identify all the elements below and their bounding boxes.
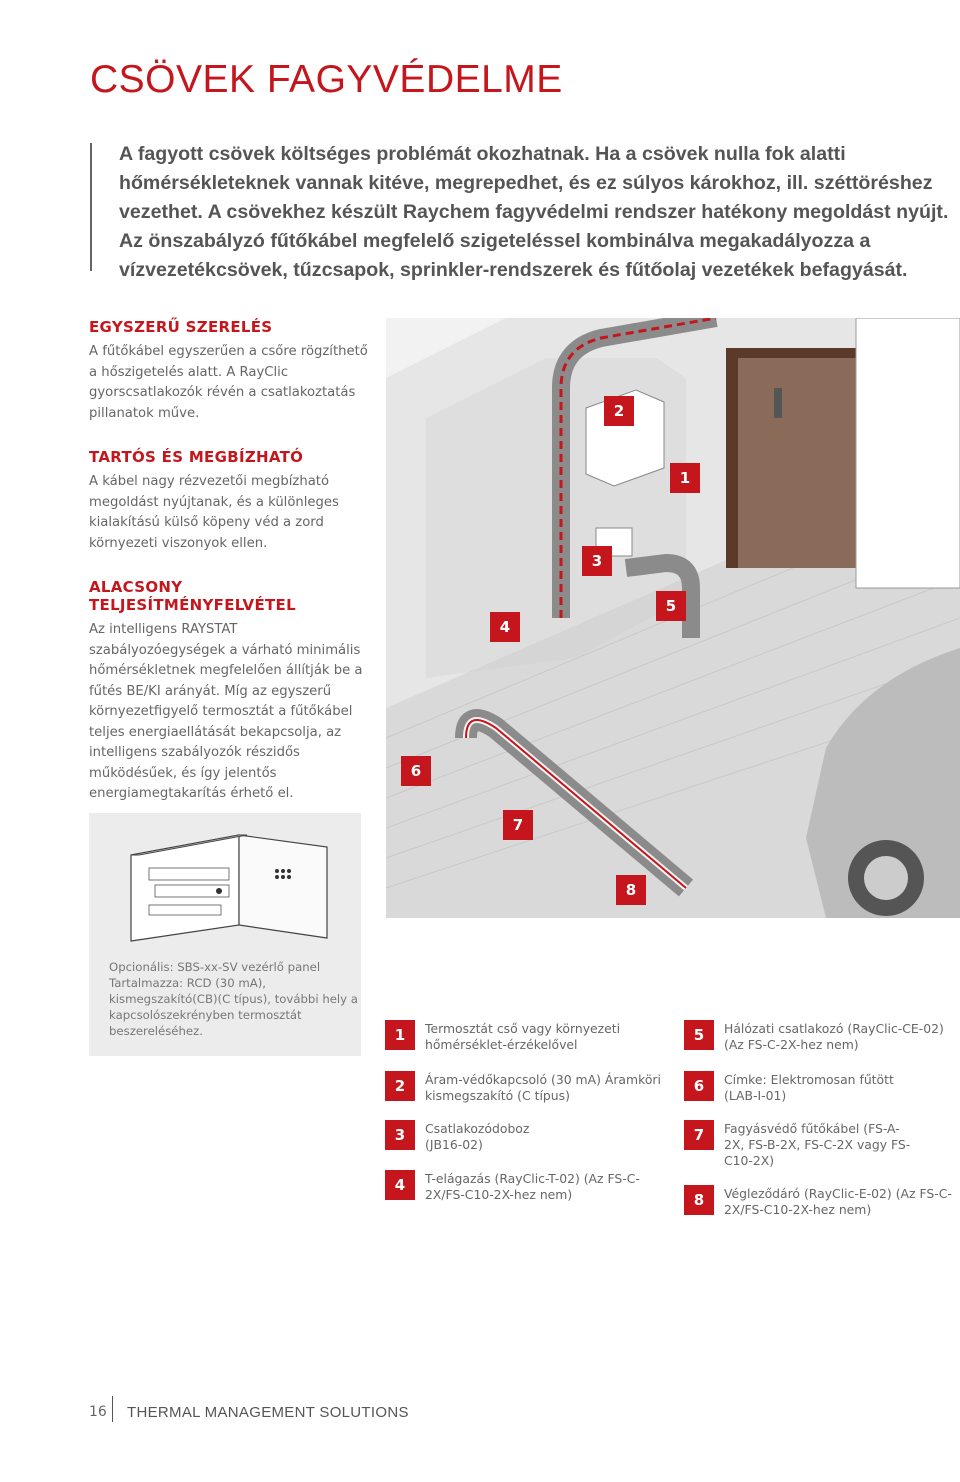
section-easy-install xyxy=(89,318,369,424)
legend-text: T-elágazás (RayClic-T-02) (Az FS-C-2X/FS-C10-2X-hez nem) xyxy=(425,1171,640,1202)
legend-badge: 3 xyxy=(385,1120,415,1150)
legend-badge: 1 xyxy=(385,1020,415,1050)
intro-divider xyxy=(90,143,92,271)
legend-badge: 5 xyxy=(684,1020,714,1050)
section-body: A fűtőkábel egyszerűen a csőre rögzíthető a hőszigetelés alatt. A RayClic gyorscsatlakozók révén a csatlakoztatás pillanatok műve. xyxy=(89,344,368,421)
callout-badge: 1 xyxy=(670,463,700,493)
panel-caption: Opcionális: SBS-xx-SV vezérlő panel Tartalmazza: RCD (30 mA), kismegszakító(CB)(C típus), további hely a kapcsolószekrényben termosztát beszereléséhez. xyxy=(109,960,358,1038)
footer-divider xyxy=(112,1396,113,1422)
control-panel-illustration xyxy=(89,813,361,953)
callout-badge: 6 xyxy=(401,756,431,786)
legend-badge: 7 xyxy=(684,1120,714,1150)
section-body: Az intelligens RAYSTAT szabályozóegységek a várható minimális hőmérsékletnek megfelelően állítják be a fűtés BE/KI arányát. Míg az egyszerű környezetfigyelő termosztát a fűtőkábel teljes energiaellátását bekapcsolja, az intelligens szabályozók részidős működésűek, és így jelentős energiamegtakarítás érhető el. xyxy=(89,622,363,801)
page-number: 16 xyxy=(89,1404,107,1420)
legend-badge: 4 xyxy=(385,1170,415,1200)
control-panel-box xyxy=(89,813,361,1056)
section-durable xyxy=(89,448,369,554)
callout-badge: 3 xyxy=(582,546,612,576)
callout-badge: 7 xyxy=(503,810,533,840)
legend-text: Hálózati csatlakozó (RayClic-CE-02) (Az FS-C-2X-hez nem) xyxy=(724,1021,944,1052)
legend-text: Áram-védőkapcsoló (30 mA) Áramköri kismegszakító (C típus) xyxy=(425,1072,661,1103)
legend-text: Csatlakozódoboz (JB16-02) xyxy=(425,1121,530,1152)
footer-title: THERMAL MANAGEMENT SOLUTIONS xyxy=(127,1404,409,1421)
legend-badge: 8 xyxy=(684,1185,714,1215)
section-heading: ALACSONY TELJESÍTMÉNYFELVÉTEL xyxy=(89,578,296,614)
callout-badge: 8 xyxy=(616,875,646,905)
legend-badge: 2 xyxy=(385,1071,415,1101)
legend-text: Fagyásvédő fűtőkábel (FS-A-2X, FS-B-2X, FS-C-2X vagy FS-C10-2X) xyxy=(724,1121,911,1168)
callout-badge: 2 xyxy=(604,396,634,426)
installation-illustration xyxy=(386,318,960,918)
callout-badge: 5 xyxy=(656,591,686,621)
section-low-power xyxy=(89,578,365,805)
section-body: A kábel nagy rézvezetői megbízható megoldást nyújtanak, és a különleges kialakítású külső köpeny véd a zord környezeti viszonyok ellen. xyxy=(89,474,339,551)
section-heading: EGYSZERŰ SZERELÉS xyxy=(89,318,273,336)
page-title: CSÖVEK FAGYVÉDELME xyxy=(90,58,563,101)
legend-text: Termosztát cső vagy környezeti hőmérséklet-érzékelővel xyxy=(425,1021,621,1052)
legend-text: Végleződáró (RayClic-E-02) (Az FS-C-2X/FS-C10-2X-hez nem) xyxy=(724,1186,952,1217)
intro-paragraph: A fagyott csövek költséges problémát okozhatnak. Ha a csövek nulla fok alatti hőmérsékleteknek vannak kitéve, megrepedhet, és ez súlyos károkhoz, ill. széttöréshez vezethet. A csövekhez készült Raychem fagyvédelmi rendszer hatékony megoldást nyújt. Az önszabályzó fűtőkábel megfelelő szigeteléssel kombinálva megakadályozza a vízvezetékcsövek, tűzcsapok, sprinkler-rendszerek és fűtőolaj vezetékek befagyását. xyxy=(119,143,949,281)
legend-badge: 6 xyxy=(684,1071,714,1101)
section-heading: TARTÓS ÉS MEGBÍZHATÓ xyxy=(89,448,304,466)
callout-badge: 4 xyxy=(490,612,520,642)
legend-text: Címke: Elektromosan fűtött (LAB-I-01) xyxy=(724,1072,894,1103)
